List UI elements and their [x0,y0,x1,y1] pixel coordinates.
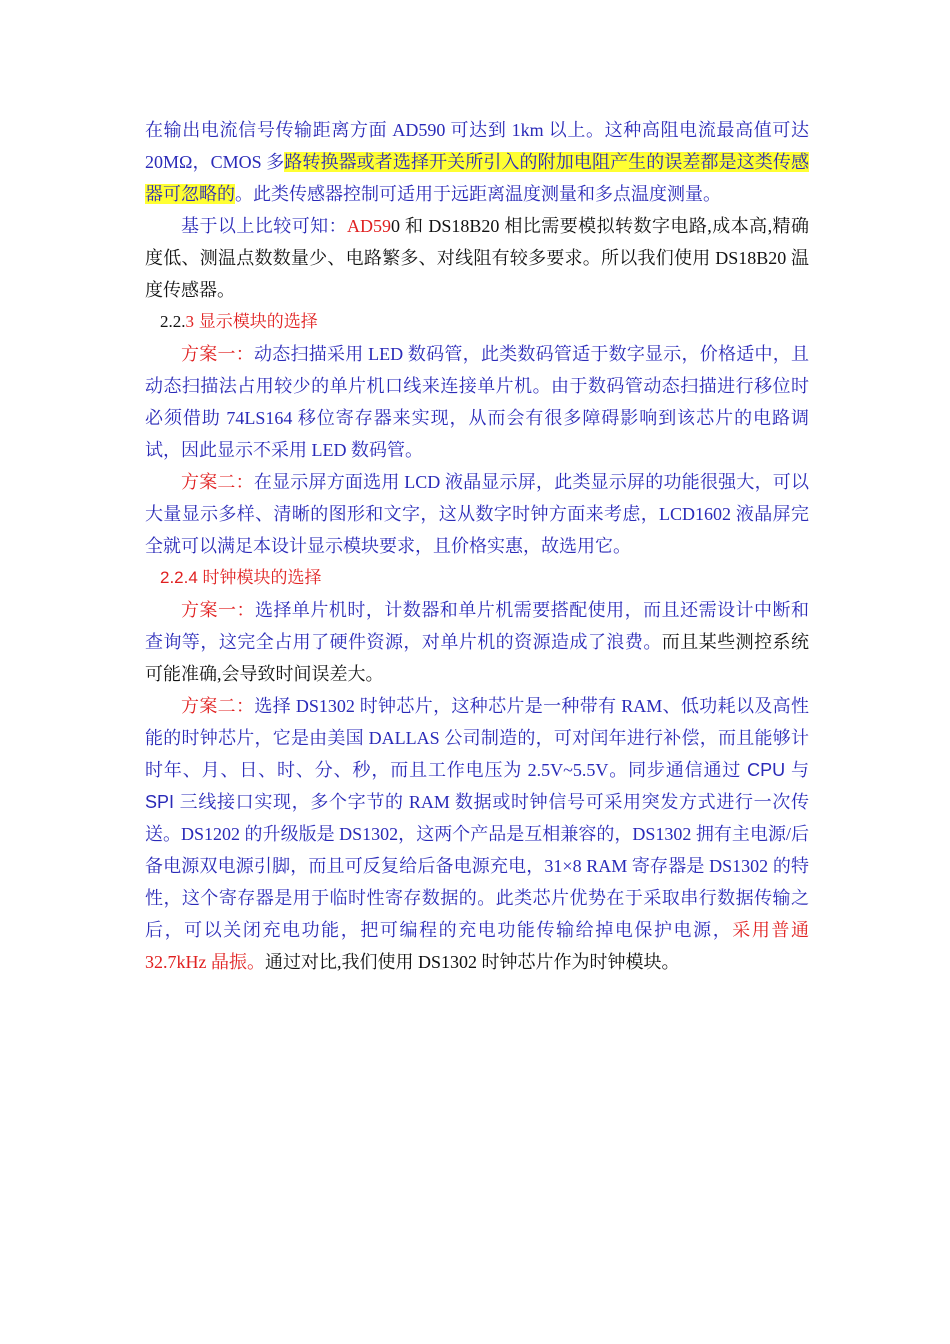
paragraph-comparison [145,210,809,306]
text-run: 选择 DS1302 时钟芯片，这种芯片是一种带有 RAM、低功耗以及高性能的时钟芯片，它是由美国 DALLAS 公司制造的，可对闰年进行补偿，而且能够计时年、月、日、时、分、秒，而且工作电压为 2.5V~5.5V。 [145,696,809,780]
highlighted-text: 路转换器或者选择开关所引入的附加电阻产生的误差都是这类传感器可忽略的 [145,152,810,204]
text-run: 0 和 DS18B20 相比需要模拟转数字电路,成本高,精确度低、测温点数数量少、电路繁多、对线阻有较多要求。所以我们使用 DS18B20 温度传感器。 [145,216,809,300]
paragraph-display-option-1 [145,338,809,466]
text-run: 而且某些测控系统可能准确,会导致时间误差大。 [145,632,809,684]
text-run: 在显示屏方面选用 LCD 液晶显示屏，此类显示屏的功能很强大，可以大量显示多样、清晰的图形和文字，这从数字时钟方面来考虑，LCD1602 液晶屏完全就可以满足本设计显示模块要求，且价格实惠，故选用它。 [145,472,810,556]
text-run-red: AD59 [347,216,392,236]
option-label: 方案一： [181,600,255,620]
option-label: 方案一： [181,344,254,364]
text-run-conclusion: 通过对比,我们使用 DS1302 时钟芯片作为时钟模块。 [265,952,680,972]
text-run: 。此类传感器控制可适用于远距离温度测量和多点温度测量。 [235,184,721,204]
paragraph-ad590-distance [145,114,809,210]
option-label: 方案二： [181,696,255,716]
paragraph-display-option-2 [145,466,809,562]
heading-number-red: 3 [185,312,194,331]
option-label: 方案二： [181,472,254,492]
paragraph-clock-option-2 [145,690,809,978]
heading-number: 2.2. [160,312,186,331]
text-run: 在输出电流信号传输距离方面 AD590 可达到 1km 以上。这种高阻电流最高值可达 20MΩ，CMOS 多 [145,120,809,172]
text-run: 选择单片机时，计数器和单片机需要搭配使用，而且还需设计中断和查询等，这完全占用了硬件资源，对单片机的资源造成了浪费。 [145,600,810,652]
text-run: 实现，多个字节的 RAM 数据或时钟信号可采用突发方式进行一次传送。DS1202 的升级版是 DS1302，这两个产品是互相兼容的，DS1302 拥有主电源/后备电源双电源引脚，而且可反复给后备电源充电，31×8 RAM 寄存器是 DS1302 的特性，这个寄存器是用于临时性寄存数据的。此类芯片优势在于采取串行数据传输之后，可以关闭充电功能，把可编程的充电功能传输给掉电保护电源， [145,792,809,940]
heading-title: 显示模块的选择 [194,312,318,331]
heading-title: 2.2.4 时钟模块的选择 [160,568,322,587]
heading-2-2-4 [145,562,809,594]
text-run-red: 采用普通 32.7kHz 晶振。 [145,920,810,972]
text-run-lead: 基于以上比较可知： [181,216,348,236]
paragraph-clock-option-1 [145,594,809,690]
text-run: 动态扫描采用 LED 数码管，此类数码管适于数字显示，价格适中，且动态扫描法占用较少的单片机口线来连接单片机。由于数码管动态扫描进行移位时必须借助 74LS164 移位寄存器来实现，从而会有很多障碍影响到该芯片的电路调试，因此显示不采用 LED 数码管。 [145,344,810,460]
text-run-sans: 同步通信通过 CPU 与 SPI 三线接口 [145,760,810,812]
heading-2-2-3 [145,306,809,338]
document-page [145,114,809,978]
